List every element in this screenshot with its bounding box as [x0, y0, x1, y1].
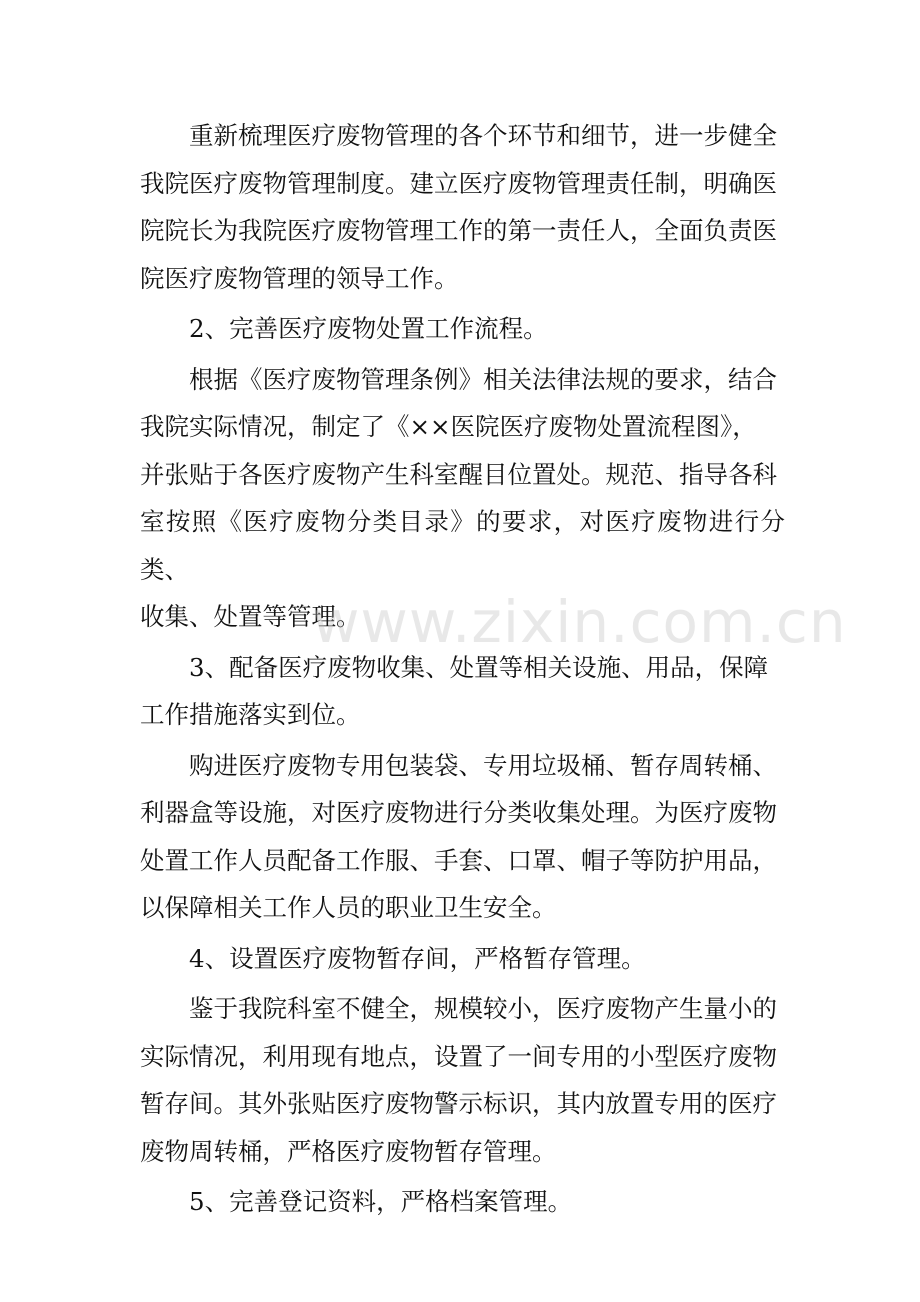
paragraph-facilities-supplies: 购进医疗废物专用包装袋、专用垃圾桶、暂存周转桶、 利器盒等设施，对医疗废物进行分类收集处理。为医疗废物 处置工作人员配备工作服、手套、口罩、帽子等防护用品， 以保障相关工作人员的职业卫生安全。	[140, 750, 777, 922]
heading-temporary-storage: 4、设置医疗废物暂存间，严格暂存管理。	[189, 943, 646, 973]
paragraph-disposal-workflow: 根据《医疗废物管理条例》相关法律法规的要求，结合 我院实际情况，制定了《××医院医疗废物处置流程图》， 并张贴于各医疗废物产生科室醒目位置处。规范、指导各科 室按照《医疗废物分类目录》的要求，对医疗废物进行分类、 收集、处置等管理。	[140, 364, 785, 631]
paragraph-management-system: 重新梳理医疗废物管理的各个环节和细节，进一步健全 我院医疗废物管理制度。建立医疗废物管理责任制，明确医 院院长为我院医疗废物管理工作的第一责任人，全面负责医 院医疗废物管理的领导工作。	[140, 121, 777, 293]
heading-records-archive: 5、完善登记资料，严格档案管理。	[189, 1187, 573, 1216]
paragraph-temporary-storage: 鉴于我院科室不健全，规模较小，医疗废物产生量小的 实际情况，利用现有地点，设置了一间专用的小型医疗废物 暂存间。其外张贴医疗废物警示标识，其内放置专用的医疗 废物周转桶，严格医疗废物暂存管理。	[140, 994, 777, 1166]
heading-facilities-supplies: 3、配备医疗废物收集、处置等相关设施、用品，保障 工作措施落实到位。	[140, 652, 769, 729]
document-body	[140, 112, 785, 1229]
watermark-text: www.zixin.com.cn	[312, 588, 847, 656]
heading-disposal-workflow: 2、完善医疗废物处置工作流程。	[189, 314, 548, 343]
